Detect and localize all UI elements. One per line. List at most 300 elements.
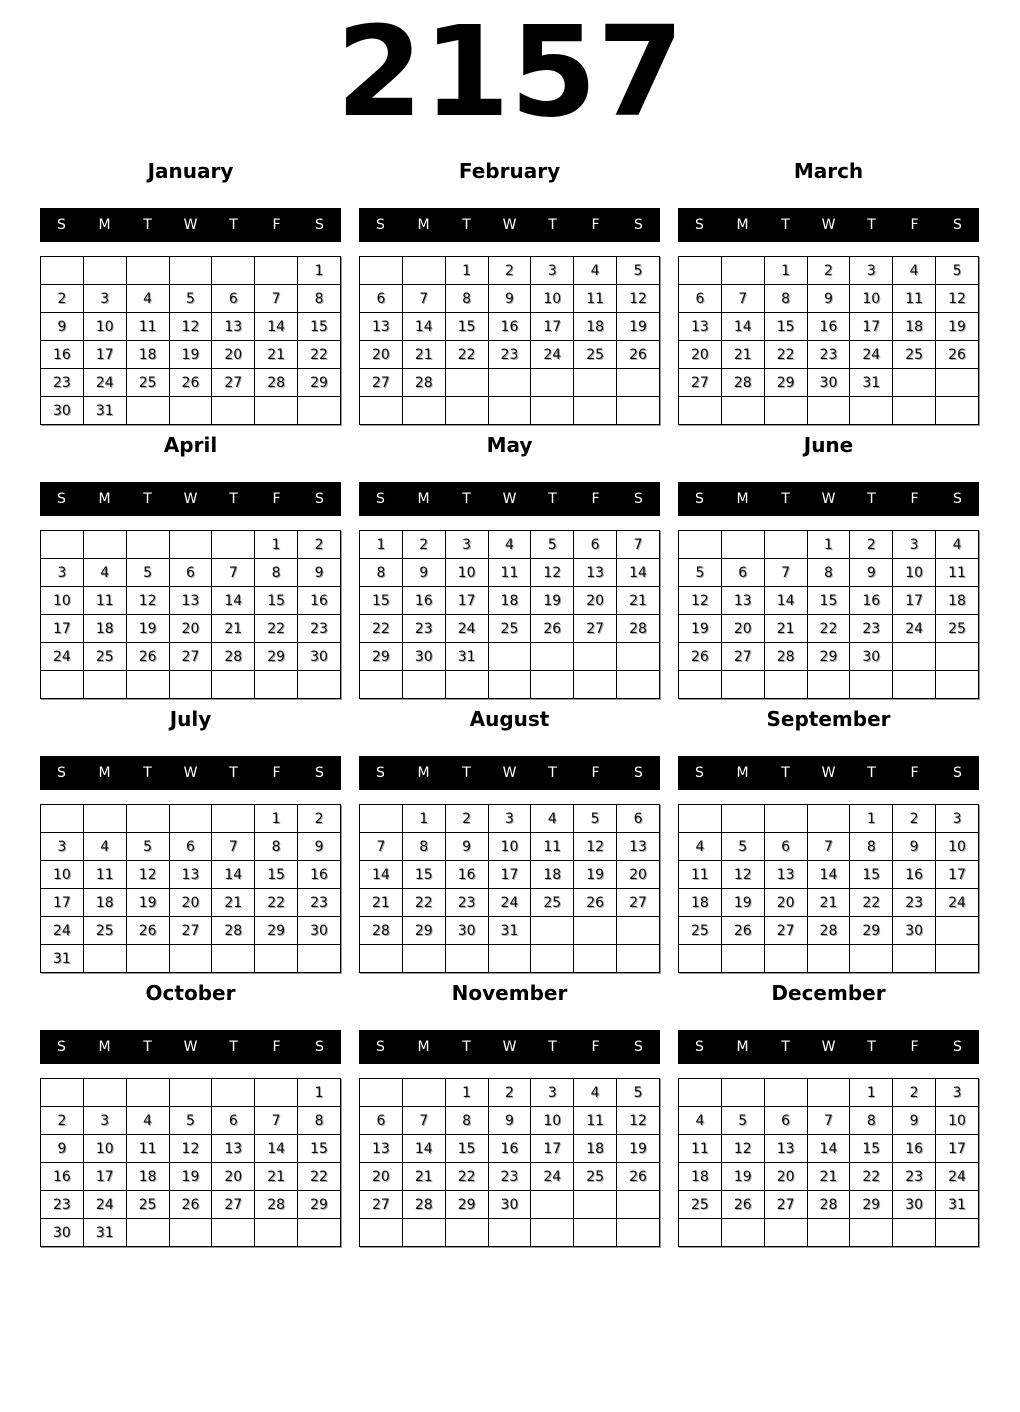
week-row — [360, 397, 660, 425]
week-row — [679, 889, 979, 917]
day-cell — [807, 397, 850, 425]
day-cell: 2 — [488, 1079, 531, 1107]
weekday-label: T — [462, 1039, 471, 1055]
day-cell: 1 — [360, 531, 403, 559]
day-cell: 21 — [255, 341, 298, 369]
day-cell — [169, 1079, 212, 1107]
month-april — [40, 431, 341, 699]
day-cell: 9 — [298, 559, 341, 587]
week-row — [41, 805, 341, 833]
day-cell: 20 — [574, 587, 617, 615]
day-cell: 28 — [212, 643, 255, 671]
day-cell: 30 — [41, 1219, 84, 1247]
day-cell: 29 — [255, 917, 298, 945]
day-cell: 6 — [617, 805, 660, 833]
month-grid — [40, 1078, 341, 1247]
day-cell: 19 — [574, 861, 617, 889]
day-cell — [488, 397, 531, 425]
day-cell: 21 — [807, 1163, 850, 1191]
weekday-header — [40, 208, 341, 242]
day-cell — [721, 805, 764, 833]
day-cell: 10 — [936, 1107, 979, 1135]
day-cell: 29 — [360, 643, 403, 671]
weekday-label: T — [548, 1039, 557, 1055]
weekday-label: W — [183, 1039, 198, 1055]
day-cell: 15 — [298, 313, 341, 341]
week-row — [360, 1191, 660, 1219]
day-cell: 27 — [360, 369, 403, 397]
day-cell: 9 — [488, 1107, 531, 1135]
month-title: December — [771, 981, 886, 1005]
day-cell: 20 — [169, 889, 212, 917]
day-cell: 10 — [893, 559, 936, 587]
week-row — [41, 643, 341, 671]
week-row — [41, 861, 341, 889]
day-cell — [679, 257, 722, 285]
day-cell: 21 — [807, 889, 850, 917]
week-row — [360, 1219, 660, 1247]
day-cell: 15 — [402, 861, 445, 889]
day-cell — [574, 671, 617, 699]
day-cell: 26 — [126, 917, 169, 945]
day-cell: 19 — [721, 1163, 764, 1191]
day-cell — [531, 1191, 574, 1219]
day-cell: 9 — [298, 833, 341, 861]
day-cell: 20 — [764, 889, 807, 917]
day-cell — [764, 945, 807, 973]
day-cell: 17 — [531, 313, 574, 341]
month-title: July — [169, 707, 212, 731]
day-cell: 29 — [255, 643, 298, 671]
day-cell — [402, 397, 445, 425]
week-row — [360, 257, 660, 285]
day-cell: 30 — [41, 397, 84, 425]
day-cell — [764, 397, 807, 425]
day-cell: 7 — [212, 833, 255, 861]
day-cell: 29 — [850, 1191, 893, 1219]
day-cell — [360, 945, 403, 973]
day-cell: 28 — [721, 369, 764, 397]
day-cell: 25 — [679, 917, 722, 945]
day-cell: 24 — [850, 341, 893, 369]
day-cell: 5 — [574, 805, 617, 833]
day-cell: 7 — [807, 1107, 850, 1135]
day-cell — [298, 1219, 341, 1247]
day-cell: 23 — [41, 369, 84, 397]
weekday-label: F — [591, 765, 600, 781]
day-cell: 5 — [126, 559, 169, 587]
day-cell — [126, 1079, 169, 1107]
day-cell: 26 — [531, 615, 574, 643]
week-row — [41, 1163, 341, 1191]
day-cell: 13 — [764, 861, 807, 889]
day-cell — [255, 945, 298, 973]
weekday-label: T — [867, 217, 876, 233]
day-cell: 16 — [445, 861, 488, 889]
day-cell: 2 — [402, 531, 445, 559]
day-cell — [617, 1191, 660, 1219]
weekday-label: T — [781, 1039, 790, 1055]
day-cell — [617, 945, 660, 973]
week-row — [360, 313, 660, 341]
weekday-label: T — [143, 765, 152, 781]
day-cell: 17 — [893, 587, 936, 615]
day-cell — [936, 643, 979, 671]
day-cell: 22 — [298, 341, 341, 369]
day-cell: 21 — [764, 615, 807, 643]
day-cell: 9 — [488, 285, 531, 313]
day-cell: 6 — [169, 833, 212, 861]
day-cell — [298, 671, 341, 699]
day-cell: 8 — [360, 559, 403, 587]
weekday-label: S — [953, 765, 962, 781]
day-cell: 23 — [893, 1163, 936, 1191]
weekday-label: F — [272, 491, 281, 507]
day-cell — [83, 671, 126, 699]
day-cell: 25 — [936, 615, 979, 643]
day-cell: 3 — [531, 257, 574, 285]
day-cell: 29 — [298, 1191, 341, 1219]
weekday-header — [40, 1030, 341, 1064]
day-cell: 25 — [83, 643, 126, 671]
day-cell — [679, 805, 722, 833]
day-cell: 29 — [402, 917, 445, 945]
day-cell: 27 — [721, 643, 764, 671]
weekday-label: T — [548, 491, 557, 507]
day-cell: 24 — [488, 889, 531, 917]
day-cell: 7 — [721, 285, 764, 313]
day-cell — [721, 257, 764, 285]
week-row — [679, 397, 979, 425]
day-cell — [41, 257, 84, 285]
day-cell — [212, 257, 255, 285]
day-cell: 15 — [807, 587, 850, 615]
day-cell: 7 — [360, 833, 403, 861]
weekday-label: S — [57, 217, 66, 233]
day-cell — [402, 1219, 445, 1247]
day-cell: 20 — [212, 341, 255, 369]
day-cell: 12 — [169, 313, 212, 341]
day-cell: 21 — [212, 615, 255, 643]
day-cell: 19 — [169, 341, 212, 369]
day-cell: 5 — [617, 257, 660, 285]
day-cell: 19 — [617, 313, 660, 341]
day-cell — [574, 643, 617, 671]
day-cell: 24 — [531, 1163, 574, 1191]
day-cell — [531, 945, 574, 973]
weekday-label: S — [57, 491, 66, 507]
day-cell: 11 — [83, 861, 126, 889]
day-cell — [255, 1219, 298, 1247]
day-cell: 23 — [850, 615, 893, 643]
day-cell: 3 — [83, 285, 126, 313]
day-cell: 22 — [850, 889, 893, 917]
day-cell: 8 — [764, 285, 807, 313]
weekday-label: T — [462, 765, 471, 781]
day-cell: 7 — [255, 285, 298, 313]
day-cell: 3 — [936, 805, 979, 833]
month-title: June — [803, 433, 854, 457]
day-cell: 5 — [679, 559, 722, 587]
week-row — [41, 559, 341, 587]
day-cell: 24 — [936, 889, 979, 917]
day-cell: 8 — [850, 1107, 893, 1135]
day-cell — [893, 369, 936, 397]
day-cell: 25 — [679, 1191, 722, 1219]
weekday-label: W — [821, 765, 836, 781]
day-cell — [807, 671, 850, 699]
month-grid — [678, 530, 979, 699]
day-cell: 9 — [402, 559, 445, 587]
weekday-label: F — [910, 1039, 919, 1055]
week-row — [41, 1191, 341, 1219]
day-cell: 17 — [488, 861, 531, 889]
week-row — [41, 671, 341, 699]
week-row — [360, 1135, 660, 1163]
day-cell — [936, 397, 979, 425]
day-cell — [721, 671, 764, 699]
day-cell: 3 — [850, 257, 893, 285]
day-cell: 13 — [764, 1135, 807, 1163]
day-cell: 31 — [445, 643, 488, 671]
day-cell: 17 — [83, 1163, 126, 1191]
day-cell: 13 — [679, 313, 722, 341]
year-title: 2157 — [336, 0, 684, 145]
day-cell: 20 — [212, 1163, 255, 1191]
weekday-label: F — [272, 217, 281, 233]
day-cell: 10 — [936, 833, 979, 861]
day-cell: 5 — [531, 531, 574, 559]
day-cell — [126, 257, 169, 285]
day-cell: 9 — [41, 1135, 84, 1163]
day-cell: 19 — [936, 313, 979, 341]
day-cell — [617, 369, 660, 397]
day-cell: 2 — [445, 805, 488, 833]
day-cell: 12 — [936, 285, 979, 313]
day-cell — [402, 1079, 445, 1107]
weekday-label: T — [462, 217, 471, 233]
day-cell — [531, 643, 574, 671]
day-cell: 13 — [169, 587, 212, 615]
day-cell: 22 — [298, 1163, 341, 1191]
weekday-label: F — [910, 491, 919, 507]
day-cell: 3 — [41, 833, 84, 861]
day-cell: 8 — [445, 285, 488, 313]
day-cell: 2 — [850, 531, 893, 559]
day-cell: 26 — [169, 1191, 212, 1219]
day-cell: 5 — [169, 285, 212, 313]
day-cell — [360, 805, 403, 833]
month-title: April — [163, 433, 218, 457]
day-cell: 8 — [850, 833, 893, 861]
month-grid — [40, 804, 341, 973]
day-cell — [850, 945, 893, 973]
day-cell: 15 — [360, 587, 403, 615]
day-cell — [169, 1219, 212, 1247]
day-cell — [893, 671, 936, 699]
day-cell — [41, 531, 84, 559]
week-row — [360, 559, 660, 587]
day-cell: 8 — [445, 1107, 488, 1135]
week-row — [360, 671, 660, 699]
day-cell: 13 — [617, 833, 660, 861]
week-row — [679, 945, 979, 973]
week-row — [360, 805, 660, 833]
weekday-label: W — [183, 217, 198, 233]
day-cell — [212, 805, 255, 833]
weekday-label: S — [634, 491, 643, 507]
day-cell: 10 — [531, 285, 574, 313]
day-cell: 3 — [83, 1107, 126, 1135]
day-cell: 3 — [936, 1079, 979, 1107]
week-row — [679, 587, 979, 615]
day-cell: 10 — [41, 861, 84, 889]
day-cell — [893, 945, 936, 973]
day-cell — [617, 671, 660, 699]
month-grid — [40, 530, 341, 699]
day-cell: 14 — [212, 861, 255, 889]
day-cell: 8 — [402, 833, 445, 861]
day-cell — [255, 671, 298, 699]
day-cell — [212, 945, 255, 973]
day-cell: 26 — [721, 917, 764, 945]
day-cell: 28 — [402, 1191, 445, 1219]
day-cell: 20 — [679, 341, 722, 369]
day-cell — [298, 945, 341, 973]
day-cell: 29 — [850, 917, 893, 945]
day-cell — [807, 945, 850, 973]
day-cell: 6 — [212, 285, 255, 313]
day-cell: 17 — [531, 1135, 574, 1163]
day-cell — [617, 917, 660, 945]
day-cell: 12 — [721, 861, 764, 889]
week-row — [679, 559, 979, 587]
day-cell — [488, 643, 531, 671]
month-title: August — [469, 707, 550, 731]
day-cell: 11 — [83, 587, 126, 615]
day-cell: 17 — [41, 615, 84, 643]
day-cell: 10 — [850, 285, 893, 313]
day-cell — [83, 531, 126, 559]
day-cell: 2 — [893, 1079, 936, 1107]
day-cell: 14 — [360, 861, 403, 889]
weekday-header — [678, 482, 979, 516]
day-cell: 12 — [169, 1135, 212, 1163]
day-cell: 18 — [126, 1163, 169, 1191]
day-cell: 11 — [893, 285, 936, 313]
weekday-label: S — [376, 491, 385, 507]
day-cell: 30 — [445, 917, 488, 945]
day-cell: 16 — [893, 1135, 936, 1163]
day-cell: 25 — [574, 341, 617, 369]
day-cell: 26 — [721, 1191, 764, 1219]
day-cell: 29 — [807, 643, 850, 671]
day-cell: 19 — [531, 587, 574, 615]
weekday-label: T — [548, 765, 557, 781]
weekday-label: W — [502, 217, 517, 233]
day-cell: 10 — [445, 559, 488, 587]
day-cell: 7 — [764, 559, 807, 587]
day-cell: 1 — [807, 531, 850, 559]
week-row — [679, 1219, 979, 1247]
day-cell: 16 — [402, 587, 445, 615]
day-cell — [126, 671, 169, 699]
day-cell: 17 — [850, 313, 893, 341]
week-row — [679, 1135, 979, 1163]
day-cell — [850, 671, 893, 699]
month-grid — [359, 530, 660, 699]
day-cell — [936, 369, 979, 397]
day-cell: 25 — [531, 889, 574, 917]
day-cell: 6 — [764, 833, 807, 861]
day-cell: 25 — [83, 917, 126, 945]
day-cell: 20 — [721, 615, 764, 643]
day-cell: 4 — [936, 531, 979, 559]
day-cell: 29 — [298, 369, 341, 397]
day-cell — [764, 531, 807, 559]
day-cell: 17 — [41, 889, 84, 917]
weekday-label: W — [821, 491, 836, 507]
day-cell — [360, 671, 403, 699]
month-february — [359, 157, 660, 425]
day-cell: 15 — [298, 1135, 341, 1163]
day-cell: 28 — [764, 643, 807, 671]
day-cell: 23 — [41, 1191, 84, 1219]
day-cell: 15 — [255, 587, 298, 615]
day-cell: 11 — [126, 1135, 169, 1163]
month-title: May — [486, 433, 533, 457]
day-cell — [574, 917, 617, 945]
day-cell: 7 — [255, 1107, 298, 1135]
week-row — [679, 805, 979, 833]
day-cell: 10 — [83, 313, 126, 341]
day-cell — [41, 1079, 84, 1107]
day-cell — [83, 257, 126, 285]
week-row — [679, 369, 979, 397]
day-cell — [298, 397, 341, 425]
weekday-label: T — [229, 217, 238, 233]
day-cell: 30 — [850, 643, 893, 671]
day-cell: 3 — [41, 559, 84, 587]
day-cell: 16 — [488, 1135, 531, 1163]
day-cell — [402, 671, 445, 699]
day-cell: 14 — [617, 559, 660, 587]
week-row — [679, 643, 979, 671]
weekday-label: S — [376, 1039, 385, 1055]
day-cell — [764, 1079, 807, 1107]
day-cell: 17 — [936, 1135, 979, 1163]
weekday-label: W — [502, 765, 517, 781]
day-cell: 31 — [488, 917, 531, 945]
week-row — [41, 397, 341, 425]
day-cell: 4 — [531, 805, 574, 833]
day-cell: 19 — [169, 1163, 212, 1191]
day-cell — [402, 257, 445, 285]
day-cell: 27 — [764, 917, 807, 945]
weekday-label: S — [315, 491, 324, 507]
day-cell — [169, 945, 212, 973]
day-cell: 16 — [298, 587, 341, 615]
week-row — [41, 833, 341, 861]
day-cell: 14 — [807, 1135, 850, 1163]
day-cell: 22 — [764, 341, 807, 369]
weekday-header — [40, 756, 341, 790]
weekday-header — [678, 1030, 979, 1064]
day-cell: 9 — [445, 833, 488, 861]
week-row — [360, 1163, 660, 1191]
day-cell: 7 — [807, 833, 850, 861]
day-cell: 27 — [764, 1191, 807, 1219]
